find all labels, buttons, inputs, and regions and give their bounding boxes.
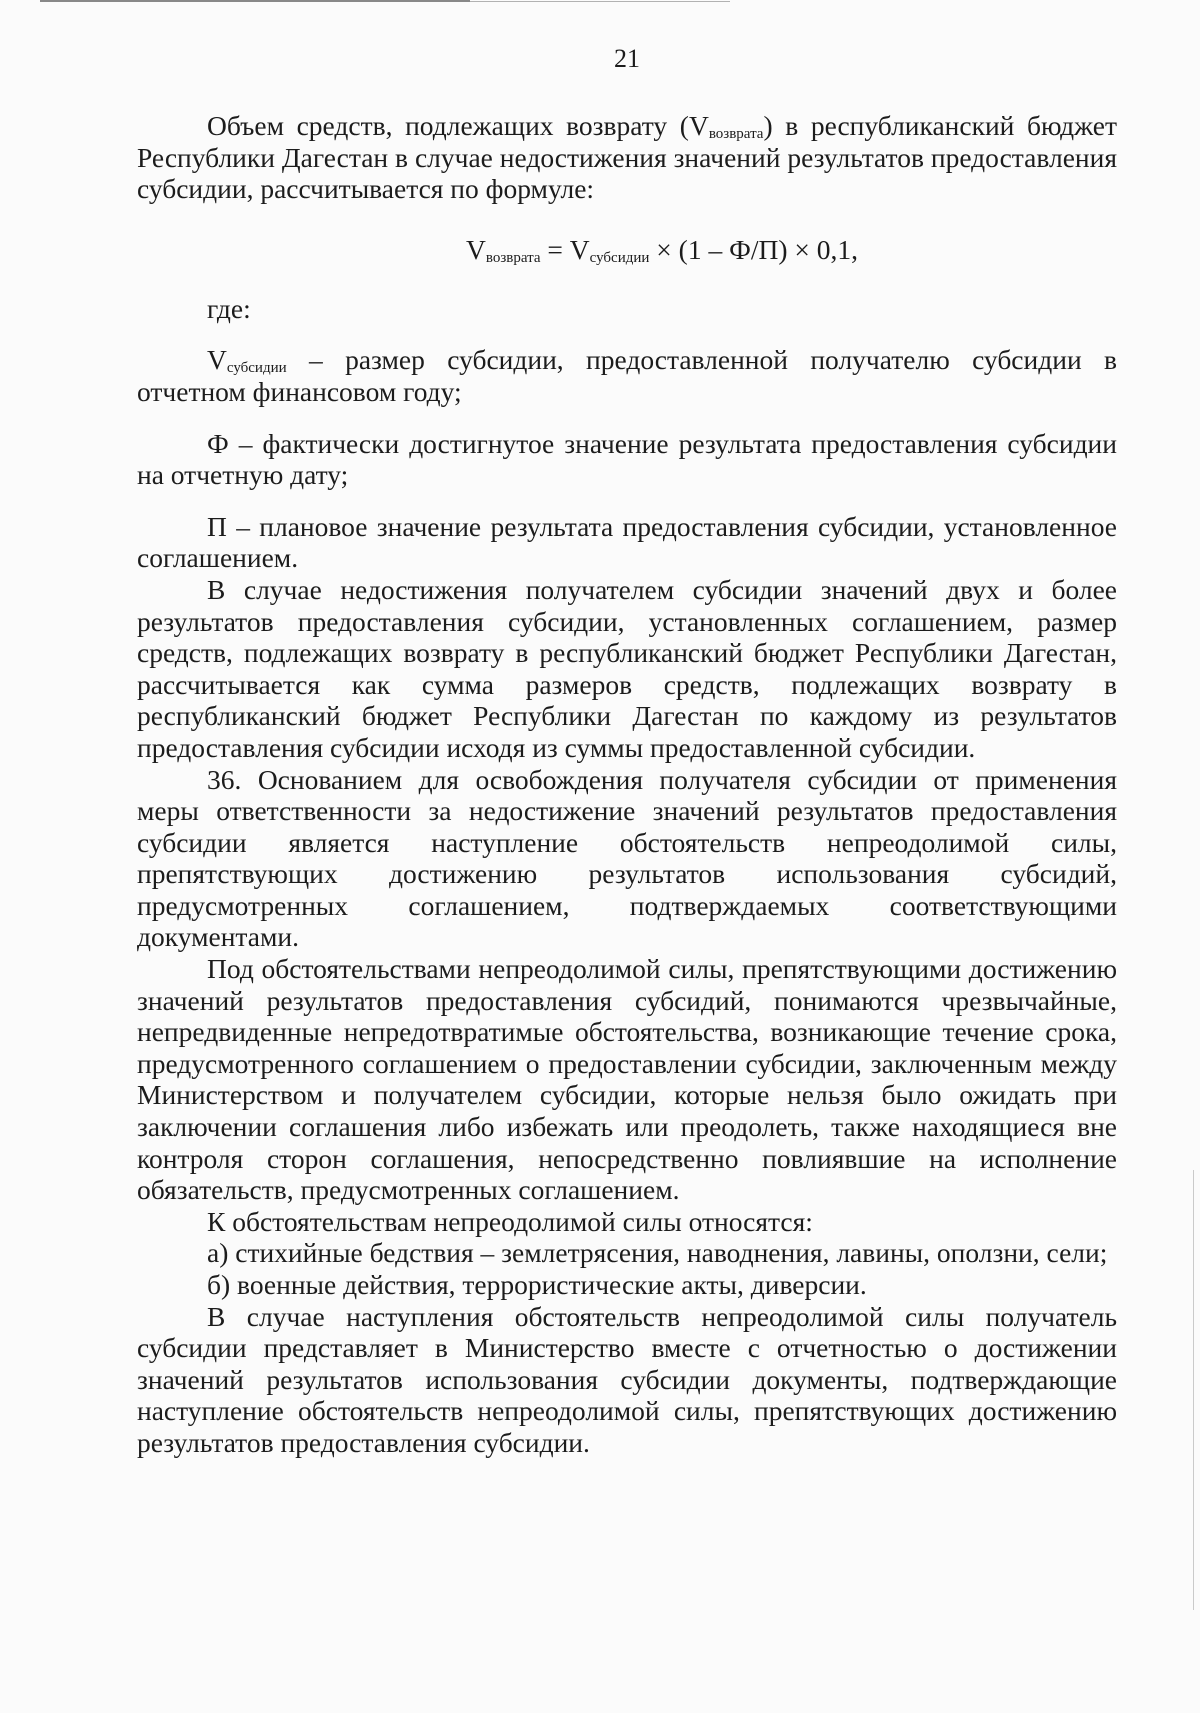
scan-edge-line bbox=[1193, 1170, 1194, 1610]
where-label: где: bbox=[207, 292, 251, 324]
scan-edge-line bbox=[40, 0, 470, 2]
document-body bbox=[137, 110, 1117, 1459]
paragraph-force-majeure-list-intro: К обстоятельствам непреодолимой силы относятся: bbox=[207, 1205, 813, 1237]
list-item-a: а) стихийные бедствия – землетрясения, наводнения, лавины, оползни, сели; bbox=[207, 1237, 1108, 1269]
list-item-b: б) военные действия, террористические акты, диверсии. bbox=[207, 1269, 867, 1300]
paragraph-force-majeure-definition: Под обстоятельствами непреодолимой силы, препятствующими достижению значений результатов предоставления субсидий, понимаются чрезвычайные, непредвиденные непредотвратимые обстоятельства, возникающие течение срока, предусмотренного соглашением о предоставлении субсидии, заключенным между Министерством и получателем субсидии, которые нельзя было ожидать при заключении соглашения либо избежать или преодолеть, также находящиеся вне контроля сторон соглашения, непосредственно повлиявшие на исполнение обязательств, предусмотренных соглашением. bbox=[137, 953, 1117, 1206]
paragraph-multiple-results: В случае недостижения получателем субсидии значений двух и более результатов предоставления субсидии, установленных соглашением, размер средств, подлежащих возврату в республиканский бюджет Республики Дагестан, рассчитывается как сумма размеров средств, подлежащих возврату в республиканский бюджет Республики Дагестан по каждому из результатов предоставления субсидии исходя из суммы предоставленной субсидии. bbox=[137, 573, 1117, 763]
definition-p: П – плановое значение результата предоставления субсидии, установленное соглашением. bbox=[137, 510, 1117, 574]
paragraph-36: 36. Основанием для освобождения получателя субсидии от применения меры ответственности за недостижение значений результатов предоставления субсидии является наступление обстоятельств непреодолимой силы, препятствующих достижению результатов использования субсидий, предусмотренных соглашением, подтверждаемых соответствующими документами. bbox=[137, 763, 1117, 953]
formula: $V_{возврата} = V_{субсидии} \times (1 - Ф/П) \times 0,1$, bbox=[466, 233, 858, 266]
intro-paragraph: Объем средств, подлежащих возврату $(V_{возврата})$ в республиканский бюджет Республики Дагестан в случае недостижения значений результатов предоставления субсидии, рассчитывается по формуле: bbox=[137, 110, 1117, 205]
definition-f: Ф – фактически достигнутое значение результата предоставления субсидии на отчетную дату; bbox=[137, 427, 1117, 491]
scan-edge-line bbox=[470, 1, 730, 2]
page-number: 21 bbox=[614, 44, 640, 73]
paragraph-documents: В случае наступления обстоятельств непреодолимой силы получатель субсидии представляет в Министерство вместе с отчетностью о достижении значений результатов использования субсидии документы, подтверждающие наступление обстоятельств непреодолимой силы, препятствующих достижению результатов предоставления субсидии. bbox=[137, 1300, 1117, 1458]
definition-v-subsidy: $V_{субсидии}$ – размер субсидии, предоставленной получателю субсидии в отчетном финансовом году; bbox=[137, 344, 1117, 407]
